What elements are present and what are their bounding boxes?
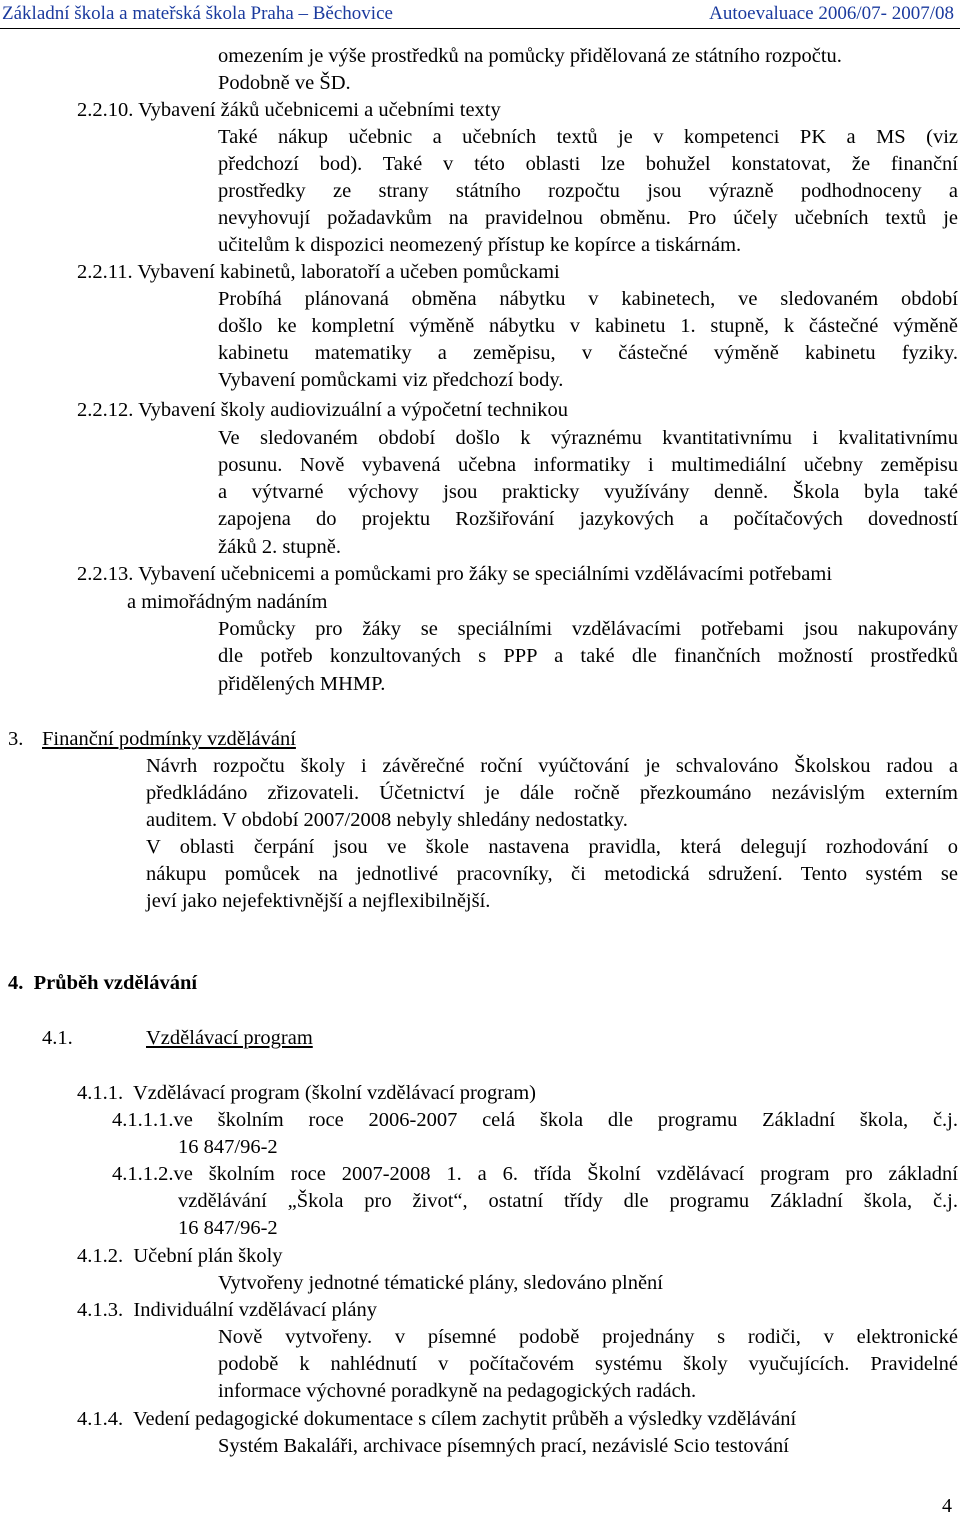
text-line: Vytvořeny jednotné tématické plány, sledováno plnění — [218, 1272, 663, 1294]
page-number: 4 — [942, 1495, 952, 1517]
text-line: nevyhovují požadavkům na pravidelnou obměnu. Pro účely učebních textů je — [218, 207, 958, 229]
text-line: přidělených MHMP. — [218, 673, 386, 695]
text-line: prostředky ze strany státního rozpočtu jsou výrazně podhodnoceny a — [218, 180, 958, 202]
section-heading: 2.2.10. Vybavení žáků učebnicemi a učebními texty — [77, 99, 501, 121]
text-line: učitelům k dispozici neomezený přístup ke kopírce a tiskárnám. — [218, 234, 742, 256]
section-title: Vzdělávací program — [146, 1027, 313, 1049]
header-school-name: Základní škola a mateřská škola Praha – Běchovice — [2, 3, 393, 24]
section-number: 4.1. — [42, 1027, 73, 1049]
section-title: Finanční podmínky vzdělávání — [42, 728, 296, 750]
text-line: Ve sledovaném období došlo k výraznému kvantitativnímu i kvalitativnímu — [218, 427, 958, 449]
text-line: posunu. Nově vybavená učebna informatiky i multimediální učebny zeměpisu — [218, 454, 958, 476]
text-line: zapojena do projektu Rozšiřování jazykových a počítačových dovedností — [218, 508, 958, 530]
text-line: 16 847/96-2 — [178, 1217, 278, 1239]
text-line: informace výchovné poradkyně na pedagogických radách. — [218, 1380, 697, 1402]
list-item: 4.1.1.2.ve školním roce 2007-2008 1. a 6. třída Školní vzdělávací program pro základní — [112, 1163, 958, 1185]
section-heading: 4.1.4. Vedení pedagogické dokumentace s cílem zachytit průběh a výsledky vzdělávání — [77, 1408, 797, 1430]
text-line: Nově vytvořeny. v písemné podobě projednány s rodiči, v elektronické — [218, 1326, 958, 1348]
section-heading: 2.2.11. Vybavení kabinetů, laboratoří a učeben pomůckami — [77, 261, 560, 283]
text-line: vzdělávání „Škola pro život“, ostatní třídy dle programu Základní škola, č.j. — [178, 1190, 958, 1212]
text-line: a výtvarné výchovy jsou prakticky využívány denně. Škola byla také — [218, 481, 958, 503]
text-line: nákupu pomůcek na jednotlivé pracovníky, či metodická sdružení. Tento systém se — [146, 863, 958, 885]
text-line: 16 847/96-2 — [178, 1136, 278, 1158]
text-line: Systém Bakaláři, archivace písemných prací, nezávislé Scio testování — [218, 1435, 789, 1457]
section-heading: a mimořádným nadáním — [127, 591, 328, 613]
header-report-title: Autoevaluace 2006/07- 2007/08 — [709, 3, 954, 24]
text-line: Návrh rozpočtu školy i závěrečné roční vyúčtování je schvalováno Školskou radou a — [146, 755, 958, 777]
text-line: došlo ke kompletní výměně nábytku v kabinetu 1. stupně, k částečné výměně — [218, 315, 958, 337]
section-heading: 2.2.13. Vybavení učebnicemi a pomůckami pro žáky se speciálními vzdělávacími potřebami — [77, 563, 833, 585]
section-heading: 2.2.12. Vybavení školy audiovizuální a výpočetní technikou — [77, 399, 568, 421]
section-number: 3. — [8, 728, 24, 750]
text-line: Podobně ve ŠD. — [218, 72, 351, 94]
chapter-heading: 4. Průběh vzdělávání — [8, 972, 198, 994]
text-line: předkládáno zřizovateli. Účetnictví je dále ročně přezkoumáno nezávislým externím — [146, 782, 958, 804]
text-line: jeví jako nejefektivnější a nejflexibilnější. — [146, 890, 491, 912]
text-line: omezením je výše prostředků na pomůcky přidělovaná ze státního rozpočtu. — [218, 45, 842, 67]
section-heading: 4.1.3. Individuální vzdělávací plány — [77, 1299, 378, 1321]
text-line: podobě k nahlédnutí v počítačovém systému školy vyučujících. Pravidelné — [218, 1353, 958, 1375]
section-heading: 4.1.2. Učební plán školy — [77, 1245, 283, 1267]
text-line: Vybavení pomůckami viz předchozí body. — [218, 369, 564, 391]
text-line: dle potřeb konzultovaných s PPP a také dle finančních možností prostředků — [218, 645, 958, 667]
text-line: žáků 2. stupně. — [218, 536, 341, 558]
text-line: Pomůcky pro žáky se speciálními vzdělávacími potřebami jsou nakupovány — [218, 618, 958, 640]
text-line: auditem. V období 2007/2008 nebyly shledány nedostatky. — [146, 809, 628, 831]
text-line: kabinetu matematiky a zeměpisu, v částečné výměně kabinetu fyziky. — [218, 342, 958, 364]
text-line: V oblasti čerpání jsou ve škole nastavena pravidla, která delegují rozhodování o — [146, 836, 958, 858]
list-item: 4.1.1.1.ve školním roce 2006-2007 celá škola dle programu Základní škola, č.j. — [112, 1109, 958, 1131]
page-header — [0, 0, 960, 29]
text-line: Probíhá plánovaná obměna nábytku v kabinetech, ve sledovaném období — [218, 288, 958, 310]
text-line: Také nákup učebnic a učebních textů je v kompetenci PK a MS (viz — [218, 126, 958, 148]
text-line: předchozí bod). Také v této oblasti lze bohužel konstatovat, že finanční — [218, 153, 958, 175]
section-heading: 4.1.1. Vzdělávací program (školní vzdělávací program) — [77, 1082, 536, 1104]
